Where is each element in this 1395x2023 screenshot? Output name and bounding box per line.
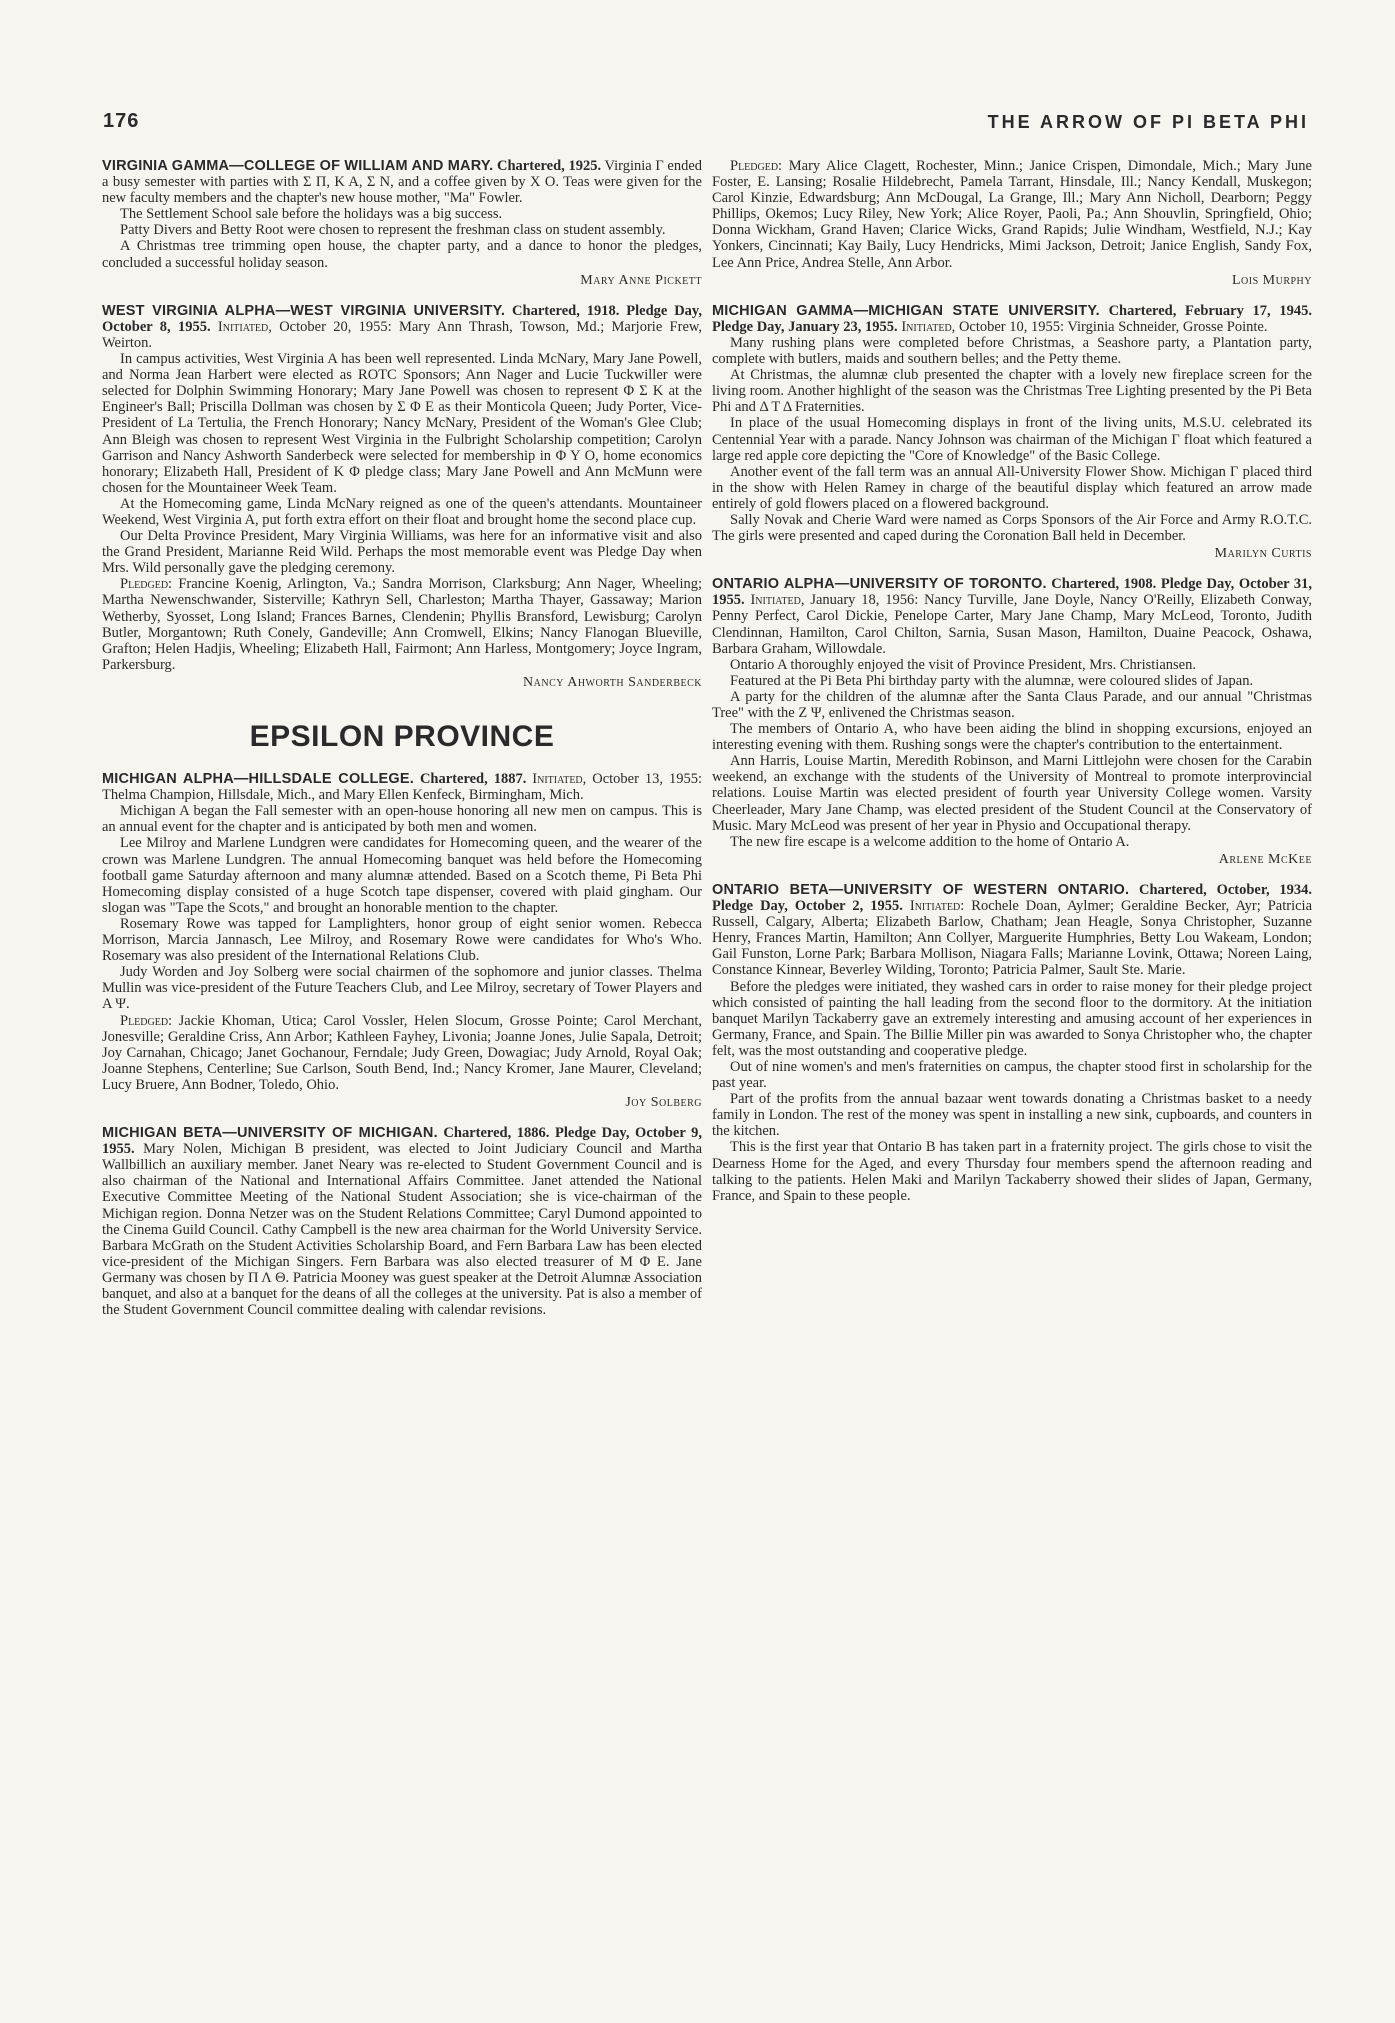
chapter-heading: ONTARIO BETA—UNIVERSITY OF WESTERN ONTARIO.: [712, 881, 1130, 898]
paragraph: Rosemary Rowe was tapped for Lamplighters, honor group of eight senior women. Rebecca Morrison, Marcia Jannasch, Lee Milroy, and Rosemary Rowe were candidates for Who's Who. Rosemary was also president of the International Relations Club.: [102, 915, 702, 965]
left-column: [102, 158, 702, 1332]
paragraph: Michigan A began the Fall semester with an open-house honoring all new men on campus. This is an annual event for the chapter and is anticipated by both men and women.: [102, 803, 702, 836]
chapter-heading: ONTARIO ALPHA—UNIVERSITY OF TORONTO.: [712, 576, 1047, 593]
initiated-label: Initiated:: [909, 898, 965, 915]
paragraph: A party for the children of the alumnæ after the Santa Claus Parade, and our annual "Christmas Tree" with the Z Ψ, enlivened the Christmas season.: [712, 688, 1312, 721]
signature: Arlene McKee: [1218, 851, 1312, 867]
charter-line: Chartered, October, 1934. Pledge Day, October 2, 1955.: [712, 881, 1312, 915]
initiated-list: January 18, 1956: Nancy Turville, Jane Doyle, Nancy O'Reilly, Elizabeth Conway, Penny Perfect, Carol Dickie, Penelope Carter, Mary Jane Champ, Mary McLeod, Toronto, Judith Clendinnan, Hamilton, Carol Chilton, Sarnia, Susan Mason, Hamilton, Duaine Peacock, Oshawa, Barbara Graham, Willowdale.: [712, 592, 1313, 657]
charter-line: Chartered, 1918. Pledge Day, October 8, 1955.: [102, 302, 703, 335]
paragraph: Judy Worden and Joy Solberg were social chairmen of the sophomore and junior classes. Thelma Mullin was vice-president of the Future Teachers Club, and Lee Milroy, secretary of Tower Players and A Ψ.: [102, 964, 702, 1013]
initiated-list: October 10, 1955: Virginia Schneider, Grosse Pointe.: [958, 318, 1268, 335]
pledged-label: Pledged:: [120, 576, 173, 593]
charter-line: Chartered, February 17, 1945. Pledge Day, January 23, 1955.: [712, 302, 1313, 335]
chapter-letter-west-virginia-alpha: [102, 303, 702, 691]
chapter-heading: MICHIGAN GAMMA—MICHIGAN STATE UNIVERSITY.: [712, 302, 1100, 319]
pledged-label: Pledged:: [730, 158, 783, 174]
signature: Joy Solberg: [625, 1094, 702, 1110]
chapter-letter-ontario-alpha: [712, 576, 1312, 868]
pledged-list: Mary Alice Clagett, Rochester, Minn.; Janice Crispen, Dimondale, Mich.; Mary June Foster, E. Lansing; Rosalie Hildebrecht, Pamela Tarrant, Hinsdale, Ill.; Nancy Kendall, Muskegon; Carol Kinzie, Edwardsburg; Ann McDougal, La Grange, Ill.; Mary Ann Nicholl, Dearborn; Peggy Phillips, Okemos; Lucy Riley, New York; Alice Royer, Paoli, Pa.; Ann Shouvlin, Springfield, Ohio; Donna Wickham, Grand Haven; Clarice Wicks, Grand Rapids; Julie Windham, Westfield, N.J.; Kay Yonkers, Cincinnati; Kay Baily, Lucy Hendricks, Mimi Jackson, Detroit; Janice English, Sandy Fox, Lee Ann Price, Andrea Stelle, Ann Arbor.: [712, 158, 1312, 271]
charter-line: Chartered, 1887.: [419, 771, 527, 788]
page-number: 176: [103, 110, 140, 132]
paragraph: Lee Milroy and Marlene Lundgren were candidates for Homecoming queen, and the wearer of the crown was Marlene Lundgren. The annual Homecoming banquet was held before the Homecoming football game Saturday afternoon and many alumnæ attended. Based on a Scotch theme, Pi Beta Phi Homecoming display consisted of a huge Scotch tape dispenser, covered with plaid gingham. Our slogan was "Tape the Scots," and brought an honorable mention to the chapter.: [102, 835, 702, 916]
chapter-letter-michigan-beta-continued: [712, 158, 1312, 289]
pledged-list: Francine Koenig, Arlington, Va.; Sandra Morrison, Clarksburg; Ann Nager, Wheeling; Martha Newenschwander, Sisterville; Kathryn Sell, Charleston; Martha Thayer, Gassaway; Marion Wetherby, Syosset, Long Island; Frances Barnes, Clendenin; Phyllis Bransford, Lewisburg; Carolyn Butler, Morgantown; Ruth Conely, Gandeville; Ann Cromwell, Elkins; Nancy Flanogan Blueville, Grafton; Helen Hadjis, Wheeling; Elizabeth Hall, Fairmont; Ann Harless, Montgomery; Joyce Ingram, Parkersburg.: [102, 576, 702, 673]
signature: Nancy Ahworth Sanderbeck: [523, 674, 702, 690]
paragraph: A Christmas tree trimming open house, the chapter party, and a dance to honor the pledges, concluded a successful holiday season.: [102, 238, 702, 271]
chapter-letter-michigan-gamma: [712, 303, 1312, 563]
signature: Marilyn Curtis: [1214, 546, 1312, 562]
paragraph: The new fire escape is a welcome addition to the home of Ontario A.: [730, 833, 1130, 850]
paragraph: Out of nine women's and men's fraternities on campus, the chapter stood first in scholarship for the past year.: [712, 1058, 1312, 1092]
paragraph: Sally Novak and Cherie Ward were named as Corps Sponsors of the Air Force and Army R.O.T.C. The girls were presented and caped during the Coronation Ball held in December.: [712, 511, 1312, 545]
paragraph: At the Homecoming game, Linda McNary reigned as one of the queen's attendants. Mountaineer Weekend, West Virginia A, put forth extra effort on their float and brought home the second place cup.: [102, 495, 702, 528]
paragraph: Ontario A thoroughly enjoyed the visit of Province President, Mrs. Christiansen.: [730, 656, 1196, 673]
initiated-label: Initiated,: [901, 318, 956, 335]
paragraph: At Christmas, the alumnæ club presented the chapter with a lovely new fireplace screen for the living room. Another highlight of the season was the Christmas Tree Lighting presented by the Pi Beta Phi and Δ Τ Δ Fraternities.: [712, 367, 1312, 416]
charter-line: Chartered, 1908. Pledge Day, October 31, 1955.: [712, 576, 1313, 609]
paragraph: Virginia Γ ended a busy semester with parties with Σ Π, K A, Σ N, and a coffee given by X O. Teas were given for the new faculty members and the chapter's new house mother, "Ma" Fowler.: [102, 158, 702, 207]
paragraph: In place of the usual Homecoming displays in front of the living units, M.S.U. celebrated its Centennial Year with a parade. Nancy Johnson was chairman of the Michigan Γ float which featured a large red apple core depicting the "Core of Knowledge" of the Basic College.: [712, 415, 1312, 464]
initiated-label: Initiated,: [217, 318, 272, 335]
chapter-heading: MICHIGAN BETA—UNIVERSITY OF MICHIGAN.: [102, 1125, 438, 1142]
paragraph: Mary Nolen, Michigan B president, was elected to Joint Judiciary Council and Martha Wallbillich an auxiliary member. Janet Neary was re-elected to Student Government Council and is also chairman of the National and International Affairs Committee. Janet attended the National Executive Committee Meeting of the National Student Association; she is vice-chairman of the Michigan region. Donna Netzer was on the Student Relations Committee; Caryl Dumond appointed to the Cinema Guild Council. Cathy Campbell is the new area chairman for the World University Service. Barbara McGrath on the Student Activities Scholarship Board, and Fern Barbara Law has been elected vice-president of the Michigan Singers. Fern Barbara was also elected treasurer of M Φ E. Jane Germany was chosen by Π Λ Θ. Patricia Mooney was guest speaker at the Detroit Alumnæ Association banquet, and also at a banquet for the deans of all the colleges at the university. Pat is also a member of the Student Government Council committee dealing with calendar revisions.: [102, 1141, 703, 1319]
paragraph: Ann Harris, Louise Martin, Meredith Robinson, and Marni Littlejohn were chosen for the Carabin weekend, an exchange with the students of the University of Montreal to promote interprovincial relations. Louise Martin was elected president of fourth year University College women. Varsity Cheerleader, Mary Jane Champ, was elected president of the Student Council at the Conservatory of Music. Mary McLeod was present of her year in Physio and Occupational therapy.: [712, 753, 1312, 834]
province-heading: EPSILON PROVINCE: [249, 720, 555, 753]
paragraph: This is the first year that Ontario B has taken part in a fraternity project. The girls chose to visit the Dearness Home for the Aged, and every Thursday four members spend the afternoon reading and talking to the patients. Helen Maki and Marilyn Tackaberry showed their slides of Japan, Germany, France, and Spain to these people.: [712, 1139, 1312, 1204]
signature: Lois Murphy: [1231, 272, 1312, 288]
charter-line: Chartered, 1925.: [497, 158, 602, 174]
initiated-list: October 13, 1955: Thelma Champion, Hillsdale, Mich., and Mary Ellen Kenfeck, Birmingham, Mich.: [102, 771, 702, 804]
signature: Mary Anne Pickett: [580, 272, 702, 288]
chapter-letter-michigan-alpha: [102, 771, 702, 1111]
running-title: THE ARROW OF PI BETA PHI: [987, 112, 1309, 132]
pledged-list: Jackie Khoman, Utica; Carol Vossler, Helen Slocum, Grosse Pointe; Carol Merchant, Jonesville; Geraldine Criss, Ann Arbor; Kathleen Fayhey, Livonia; Joanne Jones, Julie Sapala, Detroit; Joy Carnahan, Chicago; Janet Gochanour, Ferndale; Judy Green, Dowagiac; Judy Arnold, Royal Oak; Joanne Stephens, Centerline; Sue Carlson, South Bend, Ind.; Nancy Kromer, Jane Maurer, Cleveland; Lucy Bruere, Ann Bodner, Toledo, Ohio.: [102, 1012, 702, 1093]
paragraph: Another event of the fall term was an annual All-University Flower Show. Michigan Γ placed third in the show with Helen Ramey in charge of the beautiful display which featured an arrow made entirely of gold flowers placed on a flowered background.: [712, 463, 1312, 512]
initiated-list: October 20, 1955: Mary Ann Thrash, Towson, Md.; Marjorie Frew, Weirton.: [102, 318, 703, 351]
paragraph: Before the pledges were initiated, they washed cars in order to raise money for their pledge project which consisted of painting the hall leading from the second floor to the dormitory. At the initiation banquet Marilyn Tackaberry gave an extremely interesting and amusing account of her experiences in Germany, France, and Spain. The Billie Miller pin was awarded to Sonya Christopher who, the chapter felt, was the most outstanding and cooperative pledge.: [712, 978, 1312, 1059]
paragraph: Part of the profits from the annual bazaar went towards donating a Christmas basket to a needy family in London. The rest of the money was spent in installing a new sink, cupboards, and counters in the kitchen.: [712, 1091, 1312, 1140]
paragraph: Many rushing plans were completed before Christmas, a Seashore party, a Plantation party, complete with butlers, maids and southern belles; and the Petty theme.: [712, 334, 1312, 368]
initiated-list: Rochele Doan, Aylmer; Geraldine Becker, Ayr; Patricia Russell, Calgary, Alberta; Elizabeth Barlow, Chatham; Jean Heagle, Sonya Christopher, Suzanne Henry, Frances Martin, Hamilton; Ann Collyer, Marguerite Humphries, Betty Lou Wakeam, London; Gail Funston, Lorne Park; Barbara Mollison, Niagara Falls; Marianne Lovink, Ottawa; Noreen Laing, Constance Kinnear, Beverley Wilding, Toronto; Patricia Palmer, Sault Ste. Marie.: [712, 898, 1313, 979]
chapter-letter-michigan-beta: [102, 1125, 702, 1318]
chapter-letter-virginia-gamma: [102, 158, 702, 289]
initiated-label: Initiated,: [532, 771, 587, 788]
pledged-label: Pledged:: [120, 1012, 173, 1029]
paragraph: Our Delta Province President, Mary Virginia Williams, was here for an informative visit and also the Grand President, Marianne Reid Wild. Perhaps the most memorable event was Pledge Day when Mrs. Wild personally gave the pledging ceremony.: [102, 528, 702, 577]
right-column: [712, 158, 1312, 1218]
charter-line: Chartered, 1886. Pledge Day, October 9, 1955.: [102, 1125, 702, 1158]
chapter-heading: VIRGINIA GAMMA—COLLEGE OF WILLIAM AND MARY.: [102, 158, 494, 174]
chapter-heading: WEST VIRGINIA ALPHA—WEST VIRGINIA UNIVERSITY.: [102, 302, 506, 319]
chapter-letter-ontario-beta: [712, 882, 1312, 1204]
paragraph: The Settlement School sale before the holidays was a big success.: [120, 206, 503, 223]
paragraph: The members of Ontario A, who have been aiding the blind in shopping excursions, enjoyed an interesting evening with them. Rushing songs were the chapter's contribution to the entertainment.: [712, 721, 1312, 754]
paragraph: Featured at the Pi Beta Phi birthday party with the alumnæ, were coloured slides of Japan.: [730, 672, 1254, 689]
paragraph: In campus activities, West Virginia A has been well represented. Linda McNary, Mary Jane Powell, and Norma Jean Harbert were elected as ROTC Sponsors; Ann Nager and Lucie Tuckwiller were selected for Dolphin Swimming Honorary; Mary Jane Powell was chosen to represent Φ Σ K at the Engineer's Ball; Priscilla Dollman was chosen by Σ Φ E as their Monticola Queen; Judy Porter, Vice-President of La Tertulia, the French Honorary; Nancy McNary, President of the Woman's Glee Club; Ann Bleigh was chosen to represent West Virginia in the Fulbright Scholarship competition; Carolyn Garrison and Nancy Ashworth Sanderbeck were selected for membership in Φ Υ O, home economics honorary; Elizabeth Hall, President of K Φ pledge class; Mary Jane Powell and Ann McMunn were chosen for the Mountaineer Week Team.: [102, 351, 702, 496]
initiated-label: Initiated,: [750, 592, 805, 609]
paragraph: Patty Divers and Betty Root were chosen to represent the freshman class on student assembly.: [120, 222, 666, 239]
chapter-heading: MICHIGAN ALPHA—HILLSDALE COLLEGE.: [102, 771, 414, 788]
